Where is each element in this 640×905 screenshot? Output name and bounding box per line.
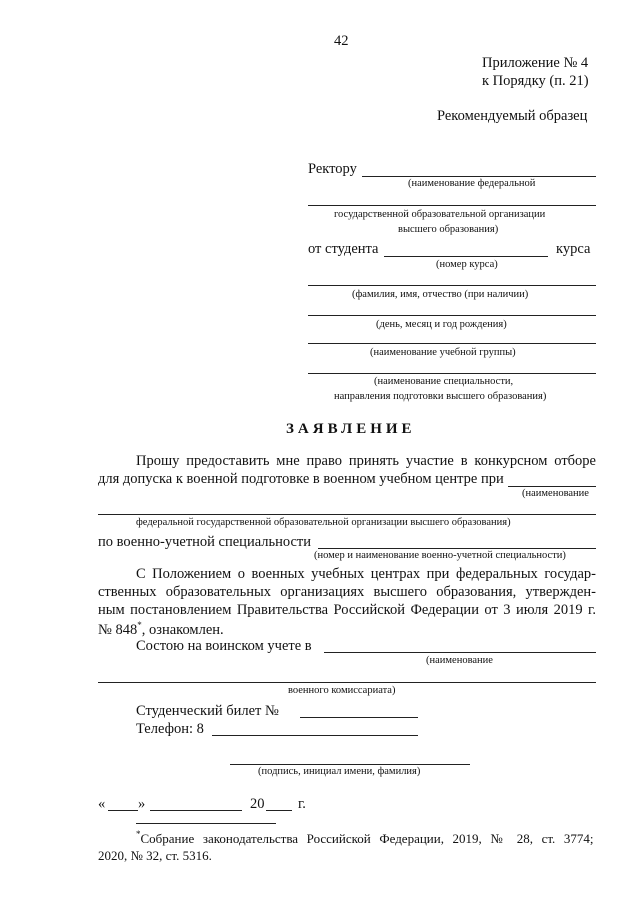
order-reference: к Порядку (п. 21) [482, 73, 589, 89]
acquainted-text: , ознакомлен. [141, 621, 224, 638]
para2-line1: С Положением о военных учебных центрах при федеральных государ- [136, 566, 596, 582]
footnote-line2: 2020, № 32, ст. 5316. [98, 848, 212, 863]
hint-org-2: высшего образования) [398, 224, 499, 235]
date-month-line [150, 810, 242, 811]
phone-label: Телефон: 8 [136, 721, 204, 737]
specialty-fill-line [308, 373, 596, 374]
date-day-line [108, 810, 138, 811]
vus-fill-line [318, 548, 596, 549]
course-label: курса [556, 241, 591, 257]
hint-fio: (фамилия, имя, отчество (при наличии) [352, 289, 529, 300]
from-student-label: от студента [308, 241, 379, 257]
footnote-text-1: Собрание законодательства Российской Федерации, 2019, № 28, ст. 3774; [140, 830, 594, 846]
hint-federal: (наименование федеральной [408, 178, 536, 189]
rector-fill-line [362, 176, 596, 177]
sample-label: Рекомендуемый образец [437, 108, 588, 124]
commissariat-fill-line [98, 682, 596, 683]
org-fill-line [308, 205, 596, 206]
hint-commissariat: военного комиссариата) [288, 685, 396, 696]
hint-specialty-2: направления подготовки высшего образования) [334, 391, 547, 402]
hint-birth-date: (день, месяц и год рождения) [376, 319, 507, 330]
date-open-quote: « [98, 796, 106, 812]
para2-line3: ным постановлением Правительства Российской Федерации от 3 июля 2019 г. [98, 602, 596, 618]
para2-line2: ственных образовательных организациях высшего образования, утвержден- [98, 584, 596, 600]
hint-name: (наименование [522, 488, 589, 499]
birth-fill-line [308, 315, 596, 316]
para2-line4 [98, 620, 224, 639]
document-title: ЗАЯВЛЕНИЕ [286, 421, 416, 437]
para1-line1: Прошу предоставить мне право принять участие в конкурсном отборе [136, 453, 596, 469]
hint-name-2: (наименование [426, 655, 493, 666]
hint-specialty-1: (наименование специальности, [374, 376, 514, 387]
student-card-fill-line [300, 717, 418, 718]
footnote-line1 [136, 829, 596, 848]
decree-number: № 848 [98, 621, 138, 638]
footnote-separator [136, 823, 276, 824]
para1-line2: для допуска к военной подготовке в военном учебном центре при [98, 471, 504, 487]
page-number: 42 [334, 33, 349, 49]
fed-org-fill-line [98, 514, 596, 515]
hint-group: (наименование учебной группы) [370, 347, 516, 358]
course-fill-line [384, 256, 548, 257]
hint-vus: (номер и наименование военно-учетной специальности) [314, 550, 566, 561]
phone-fill-line [212, 735, 418, 736]
hint-fed-org: федеральной государственной образовательной организации высшего образования) [136, 517, 511, 528]
military-registration-label: Состою на воинском учете в [136, 638, 312, 654]
appendix-label: Приложение № 4 [482, 55, 589, 71]
center-fill-line [508, 486, 596, 487]
registration-fill-line [324, 652, 596, 653]
student-card-label: Студенческий билет № [136, 703, 279, 719]
date-year-line [266, 810, 292, 811]
group-fill-line [308, 343, 596, 344]
hint-signature: (подпись, инициал имени, фамилия) [258, 766, 421, 777]
vus-label: по военно-учетной специальности [98, 534, 312, 550]
footnote-mark-bottom: * [136, 829, 141, 839]
fio-fill-line [308, 285, 596, 286]
signature-fill-line [230, 764, 470, 765]
hint-course-number: (номер курса) [436, 259, 498, 270]
hint-org-1: государственной образовательной организации [334, 209, 546, 220]
date-close-quote: » [138, 796, 146, 812]
rector-label: Ректору [308, 161, 357, 177]
date-year-prefix: 20 [250, 796, 265, 812]
footnote-mark: * [137, 620, 142, 630]
date-year-suffix: г. [298, 796, 306, 812]
